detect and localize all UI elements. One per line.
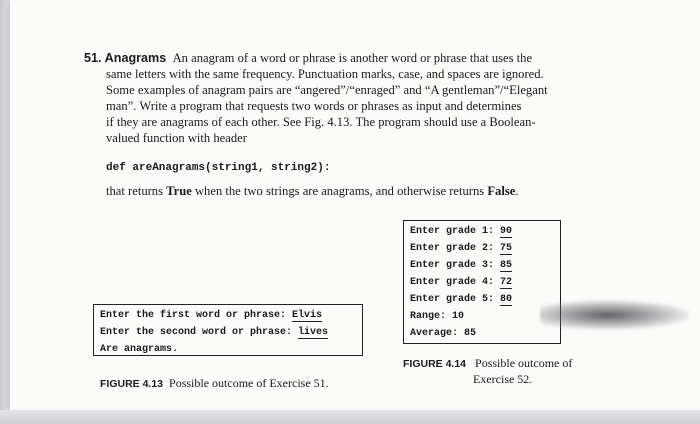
grade-prompt: Enter grade 3: xyxy=(410,260,501,271)
figure-label: FIGURE 4.13 xyxy=(100,378,164,390)
first-input: Elvis xyxy=(292,310,323,321)
average-line: Average: 85 xyxy=(410,328,477,339)
figure-label: FIGURE 4.14 xyxy=(403,358,467,370)
exercise-line: An anagram of a word or phrase is another word or phrase that uses the xyxy=(172,51,533,65)
return-text-pre: that returns xyxy=(106,184,167,198)
exercise-line: Some examples of anagram pairs are “angered”/“enraged” and “A gentleman”/“Elegant xyxy=(106,83,548,97)
grade-prompt: Enter grade 5: xyxy=(410,294,501,305)
second-input-line xyxy=(100,324,356,341)
exercise-line: valued function with header xyxy=(106,131,247,145)
first-prompt: Enter the first word or phrase: xyxy=(100,310,293,321)
grade-value: 80 xyxy=(500,294,513,305)
result-line: Are anagrams. xyxy=(100,344,179,355)
true-keyword: True xyxy=(166,184,192,198)
grade-prompt: Enter grade 4: xyxy=(410,277,501,288)
grade-prompt: Enter grade 2: xyxy=(410,243,501,254)
figure-4-14-caption xyxy=(403,356,633,386)
exercise-line: man”. Write a program that requests two words or phrases as input and determines xyxy=(106,99,522,113)
range-line: Range: 10 xyxy=(410,311,465,322)
false-keyword: False xyxy=(487,184,516,198)
function-header-code: def areAnagrams(string1, string2): xyxy=(106,162,331,174)
exercise-first-line xyxy=(84,50,624,66)
second-prompt: Enter the second word or phrase: xyxy=(100,327,299,338)
photo-smudge xyxy=(540,300,690,330)
figure-caption-text-2: Exercise 52. xyxy=(473,372,533,386)
figure-caption-text: Possible outcome of xyxy=(475,356,573,370)
figure-caption-text: Possible outcome of Exercise 51. xyxy=(169,376,329,390)
first-input-line xyxy=(100,307,356,324)
grade-value: 72 xyxy=(500,277,513,288)
page-left-edge xyxy=(0,0,10,410)
grade-prompt: Enter grade 1: xyxy=(410,226,501,237)
grade-line xyxy=(410,257,554,274)
figure-4-13-caption xyxy=(100,376,329,391)
return-text-end: . xyxy=(515,184,519,198)
grade-line xyxy=(410,240,554,257)
exercise-line: same letters with the same frequency. Punctuation marks, case, and spaces are ignored. xyxy=(106,67,544,81)
figure-4-14-output-box xyxy=(403,220,561,344)
grade-value: 90 xyxy=(500,226,513,237)
grade-line xyxy=(410,223,554,240)
return-description xyxy=(106,184,518,199)
exercise-number: 51. xyxy=(84,51,102,65)
return-text-mid: when the two strings are anagrams, and otherwise returns xyxy=(191,184,488,198)
grade-value: 75 xyxy=(500,243,513,254)
second-input: lives xyxy=(298,327,329,338)
exercise-line: if they are anagrams of each other. See Fig. 4.13. The program should use a Boolean- xyxy=(106,115,536,129)
exercise-title: Anagrams xyxy=(104,51,167,65)
grade-line xyxy=(410,274,554,291)
grade-line xyxy=(410,291,554,308)
grade-value: 85 xyxy=(500,260,513,271)
exercise-51 xyxy=(84,50,624,146)
figure-4-13-output-box xyxy=(93,304,363,356)
page-bottom-edge xyxy=(0,410,700,424)
